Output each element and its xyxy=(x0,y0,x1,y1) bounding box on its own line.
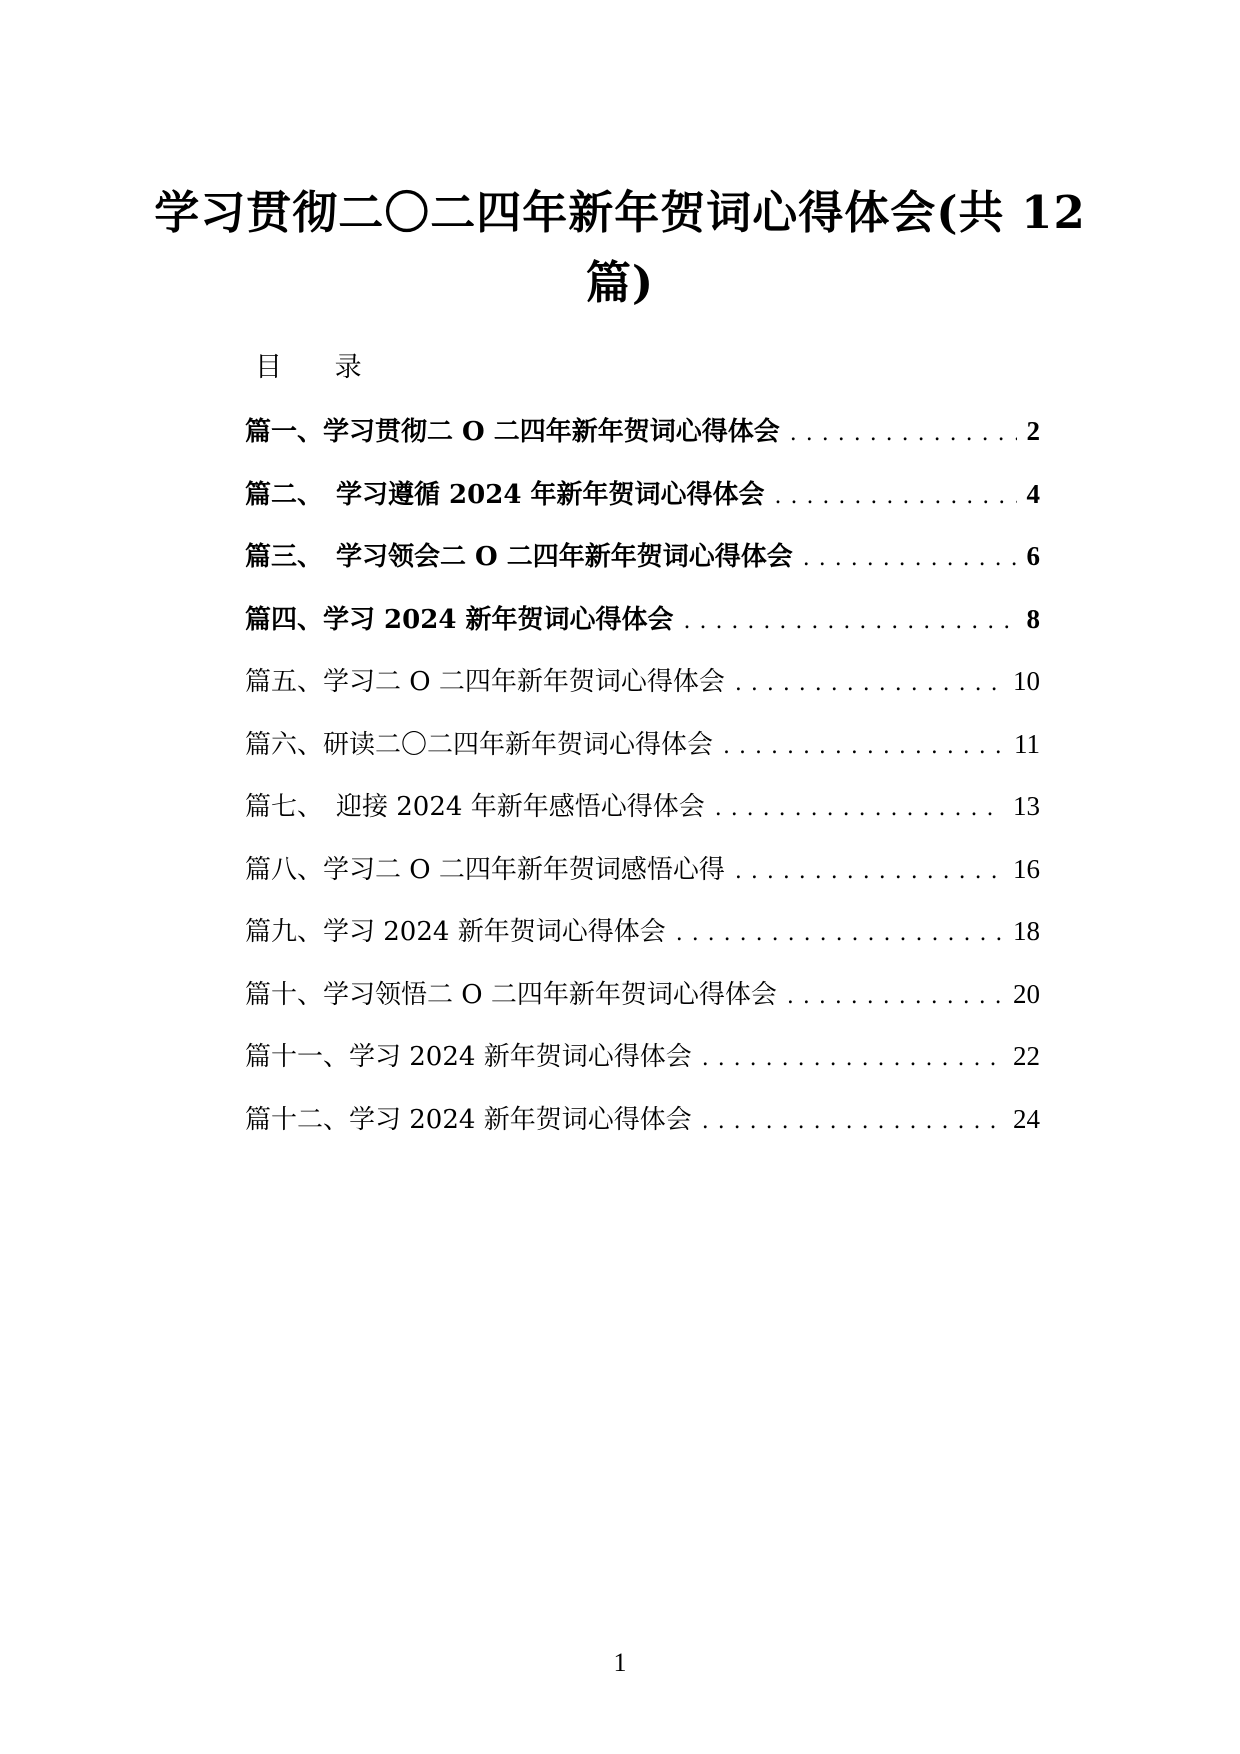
toc-dot-leader xyxy=(774,466,1016,529)
toc-entry-page: 16 xyxy=(1013,853,1040,884)
document-title: 学习贯彻二〇二四年新年贺词心得体会(共 12 篇) xyxy=(154,186,1086,309)
toc-entry-page: 18 xyxy=(1013,916,1040,946)
toc-entry-page: 2 xyxy=(1026,416,1040,446)
toc-entry[interactable] xyxy=(245,525,1040,588)
toc-dot-leader xyxy=(735,841,1003,904)
toc-entry-page: 8 xyxy=(1026,603,1040,634)
toc-dot-leader xyxy=(803,528,1017,591)
toc-dot-leader xyxy=(790,403,1017,466)
toc-entry-page: 20 xyxy=(1013,978,1040,1009)
toc-entry-title: 篇二、 学习遵循 2024 年新年贺词心得体会 xyxy=(245,479,765,510)
toc-dot-leader xyxy=(723,716,1004,779)
toc-entry[interactable] xyxy=(245,400,1040,463)
toc-entry-page: 11 xyxy=(1014,728,1040,759)
toc-entry[interactable] xyxy=(245,838,1040,901)
toc-entry-title: 篇六、研读二〇二四年新年贺词心得体会 xyxy=(245,729,714,760)
toc-entry[interactable] xyxy=(245,463,1040,526)
toc-dot-leader xyxy=(702,1091,1003,1154)
toc-entry-title: 篇十、学习领悟二 O 二四年新年贺词心得体会 xyxy=(245,979,777,1010)
toc-entry-page: 10 xyxy=(1013,666,1040,696)
toc-entry[interactable] xyxy=(245,900,1040,963)
toc-entry-page: 6 xyxy=(1026,541,1040,571)
toc-entry-title: 篇十二、学习 2024 新年贺词心得体会 xyxy=(245,1104,692,1135)
toc-entry[interactable] xyxy=(245,775,1040,838)
toc-dot-leader xyxy=(683,591,1016,654)
toc-entry-title: 篇七、 迎接 2024 年新年感悟心得体会 xyxy=(245,792,705,822)
toc-entry-page: 22 xyxy=(1013,1041,1040,1071)
footer-page-number: 1 xyxy=(613,1648,627,1677)
toc-entry-title: 篇四、学习 2024 新年贺词心得体会 xyxy=(245,604,674,635)
toc-entry-page: 4 xyxy=(1026,478,1040,509)
toc-entry-title: 篇三、 学习领会二 O 二四年新年贺词心得体会 xyxy=(245,542,793,572)
toc-dot-leader xyxy=(735,653,1003,716)
toc-dot-leader xyxy=(715,778,1003,841)
toc-entry[interactable] xyxy=(245,588,1040,651)
toc-dot-leader xyxy=(787,966,1003,1029)
toc-entry-title: 篇十一、学习 2024 新年贺词心得体会 xyxy=(245,1042,692,1072)
toc-heading: 目 录 xyxy=(255,352,384,383)
toc-entry[interactable] xyxy=(245,963,1040,1026)
toc-entry-title: 篇五、学习二 O 二四年新年贺词心得体会 xyxy=(245,667,725,697)
toc-dot-leader xyxy=(676,903,1003,966)
toc-entry[interactable] xyxy=(245,650,1040,713)
table-of-contents xyxy=(245,400,1040,1150)
toc-entry[interactable] xyxy=(245,1088,1040,1151)
toc-entry-page: 24 xyxy=(1013,1103,1040,1134)
toc-entry-title: 篇九、学习 2024 新年贺词心得体会 xyxy=(245,917,666,947)
toc-entry-title: 篇一、学习贯彻二 O 二四年新年贺词心得体会 xyxy=(245,417,780,447)
toc-entry-page: 13 xyxy=(1013,791,1040,821)
toc-dot-leader xyxy=(702,1028,1003,1091)
toc-entry[interactable] xyxy=(245,713,1040,776)
toc-entry[interactable] xyxy=(245,1025,1040,1088)
toc-entry-title: 篇八、学习二 O 二四年新年贺词感悟心得 xyxy=(245,854,725,885)
